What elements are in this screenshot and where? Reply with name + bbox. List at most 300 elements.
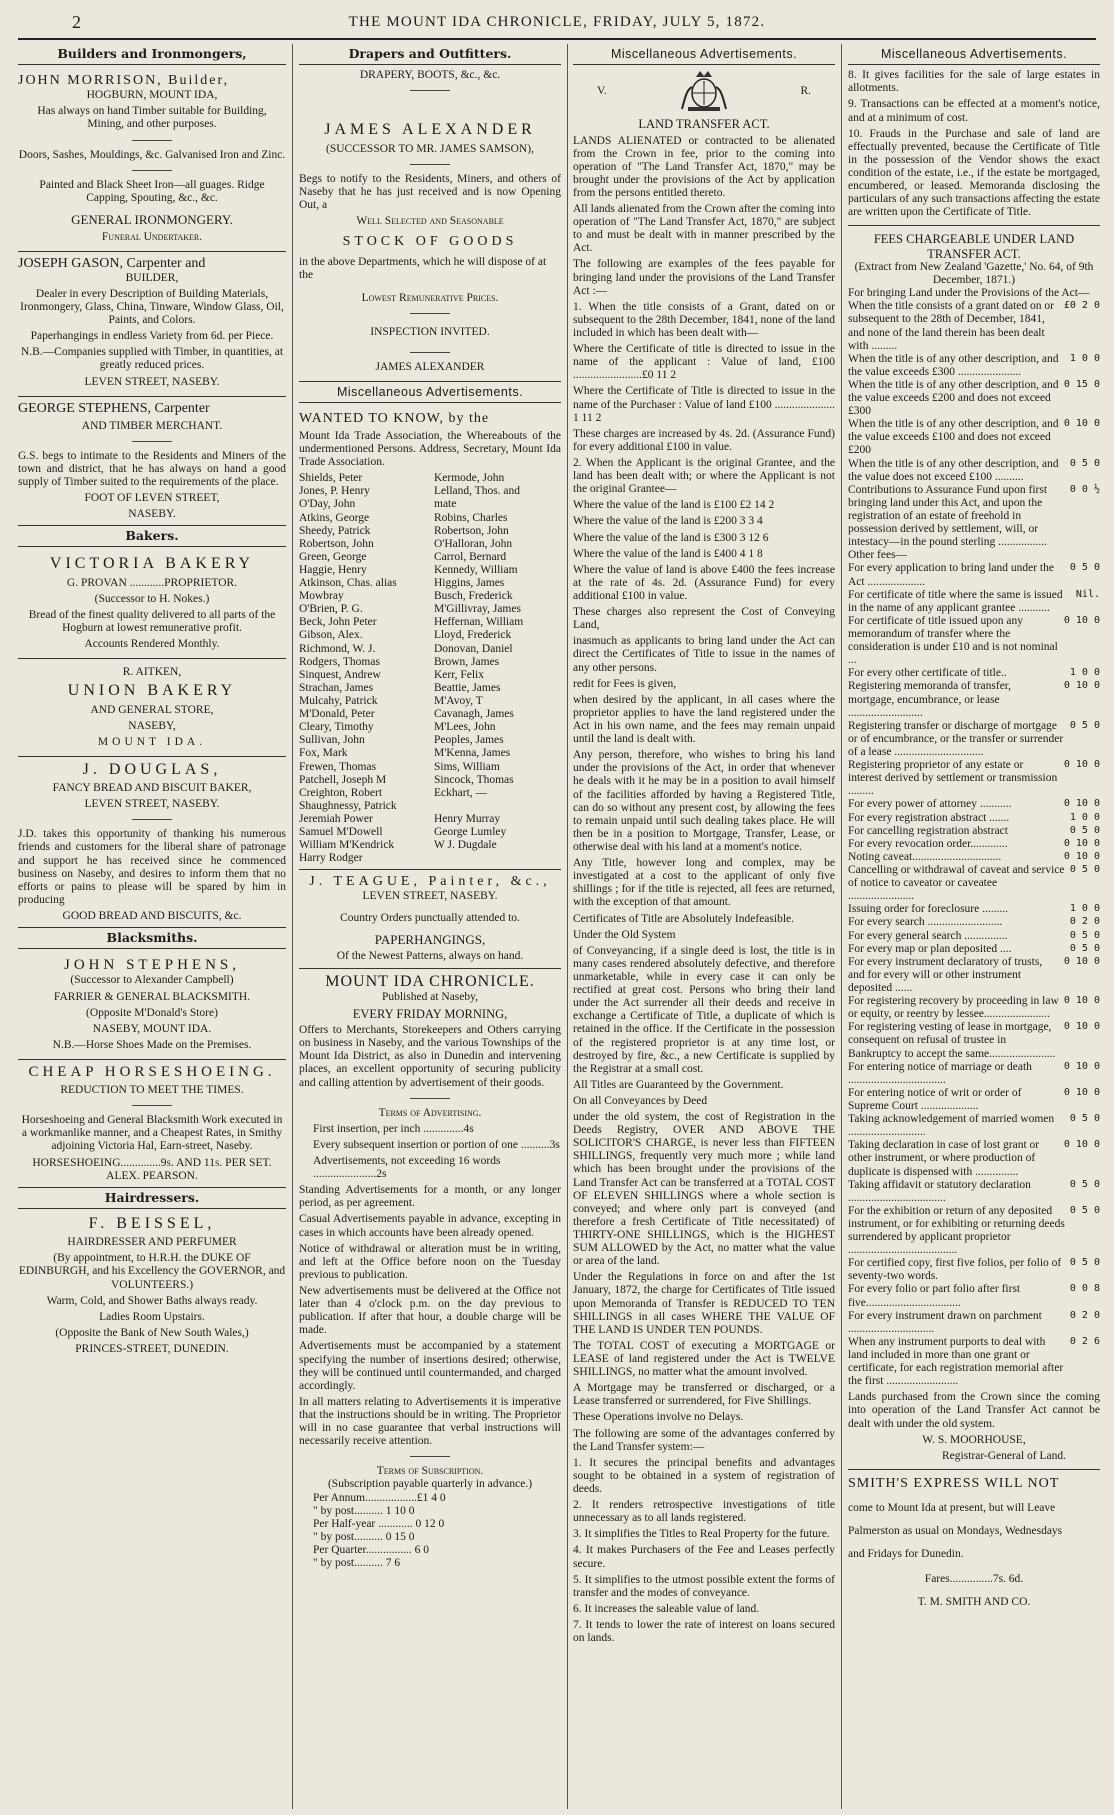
text-line: Lelland, Thos. and bbox=[434, 485, 521, 498]
advert-text: Lowest Remunerative Prices. bbox=[361, 292, 499, 305]
fee-row bbox=[848, 667, 1100, 680]
fee-row bbox=[848, 589, 1100, 615]
fees-heading: FEES CHARGEABLE UNDER LAND TRANSFER ACT. bbox=[873, 232, 1075, 261]
advert-text: DRAPERY, BOOTS, &c., &c. bbox=[359, 69, 501, 82]
advert-text: Begs to notify to the Residents, Miners, and others of Naseby that he has just received and is now Opening Out, a bbox=[299, 172, 561, 211]
advert-title: WANTED TO KNOW, by the bbox=[299, 410, 490, 426]
fee-amount: 0 5 0 bbox=[1069, 1178, 1100, 1190]
fee-description: For every folio or part folio after first five................................. bbox=[848, 1283, 1021, 1309]
crest-letter-r: R. bbox=[800, 84, 811, 97]
advert-text: EVERY FRIDAY MORNING, bbox=[352, 1006, 508, 1021]
paragraph: 1. It secures the principal benefits and advantages sought to be obtained in a system of registration of deeds. bbox=[573, 1456, 835, 1495]
text-line: Beck, John Peter bbox=[299, 616, 377, 629]
advert-title: SMITH'S EXPRESS WILL NOT bbox=[848, 1475, 1060, 1491]
fee-amount: 0 10 0 bbox=[1063, 837, 1100, 849]
text-line: Donovan, Daniel bbox=[434, 642, 513, 655]
advert-text: GENERAL IRONMONGERY. bbox=[71, 211, 233, 227]
advert-title: J. DOUGLAS, bbox=[82, 760, 222, 778]
advert-text: MOUNT IDA. bbox=[97, 735, 207, 748]
section-heading-blacksmiths: Blacksmiths. bbox=[18, 928, 286, 949]
fee-amount: 0 5 0 bbox=[1069, 1257, 1100, 1269]
advert-text: ALEX. PEARSON. bbox=[106, 1169, 198, 1182]
fee-row bbox=[848, 1257, 1100, 1283]
paragraph: 6. It increases the saleable value of land. bbox=[573, 1602, 760, 1615]
fee-amount: 0 5 0 bbox=[1069, 1204, 1100, 1216]
advert-title: UNION BAKERY bbox=[67, 682, 237, 700]
fee-amount: 0 5 0 bbox=[1069, 562, 1100, 574]
advert-text: Warm, Cold, and Shower Baths always ready. bbox=[46, 1294, 258, 1307]
text-line: Sims, William bbox=[434, 760, 500, 773]
fee-row bbox=[848, 956, 1100, 995]
fee-description: For registering recovery by proceeding in law or equity, or reentry by lessee....................... bbox=[848, 995, 1059, 1021]
advert-text: Per Half-year ............ 0 12 0 bbox=[313, 1517, 445, 1530]
fee-amount: 0 5 0 bbox=[1069, 929, 1100, 941]
fee-row bbox=[848, 1061, 1100, 1087]
advert-text: (Opposite the Bank of New South Wales,) bbox=[55, 1326, 249, 1339]
fee-amount: 0 10 0 bbox=[1063, 995, 1100, 1007]
fee-description: Issuing order for foreclosure ......... bbox=[848, 903, 1008, 916]
text-line: Robertson, John bbox=[434, 524, 509, 537]
text-line: O'Brien, P. G. bbox=[299, 603, 363, 616]
paragraph: All Titles are Guaranteed by the Government. bbox=[573, 1078, 784, 1091]
paragraph: Any person, therefore, who wishes to bring his land under the provisions of the Act, in order that whenever he deals with it he may be in a position to avail himself of the facilities afforded by having a Registered Title, can do so without any present cost, by allowing the fees to remain unpaid until such dealing takes place. He will then be in a position to Mortgage, Transfer, Lease, or otherwise deal with his land at a moment's notice. bbox=[573, 749, 835, 853]
fee-amount: 0 2 6 bbox=[1069, 1335, 1100, 1347]
text-line: Cavanagh, James bbox=[434, 708, 514, 721]
wanted-names-list bbox=[299, 472, 561, 865]
closing-text: Lands purchased from the Crown since the coming into operation of the Land Transfer Act cannot be dealt with under the old system. bbox=[848, 1391, 1100, 1430]
advert-text: N.B.—Companies supplied with Timber, in quantities, at greatly reduced prices. bbox=[20, 346, 284, 372]
text-line: Mulcahy, Patrick bbox=[299, 695, 378, 708]
text-line: M'Gillivray, James bbox=[434, 603, 521, 616]
fee-amount: 0 5 0 bbox=[1069, 1113, 1100, 1125]
advert-text: Standing Advertisements for a month, or any longer period, as per agreement. bbox=[299, 1184, 561, 1210]
fee-row bbox=[848, 903, 1100, 916]
text-line: Eckhart, — bbox=[434, 786, 488, 799]
fee-description: For every map or plan deposited .... bbox=[848, 942, 1012, 955]
fee-description: When the title is of any other description, and the value exceeds £200 and does not exceed £300 bbox=[848, 378, 1059, 418]
signature-name: W. S. MOORHOUSE, bbox=[922, 1433, 1026, 1446]
fee-description: Contributions to Assurance Fund upon first bringing land under this Act, and upon the registration of an estate of freehold in possession derived by settlement, will, or intestacy—in the pound sterling ................. bbox=[848, 483, 1048, 549]
advert-text: JAMES ALEXANDER bbox=[375, 360, 485, 373]
paragraph: inasmuch as applicants to bring land under the Act can direct the Certificates of Title to issue in the names of any other persons. bbox=[573, 635, 835, 674]
advert-text: Terms of Advertising. bbox=[378, 1106, 482, 1119]
advert-text: STOCK OF GOODS bbox=[342, 234, 518, 250]
advert-text: Painted and Black Sheet Iron—all guages. Ridge Capping, Spouting, &c., &c. bbox=[39, 178, 265, 204]
paragraph: 4. It makes Purchasers of the Fee and Leases perfectly secure. bbox=[573, 1544, 835, 1570]
section-heading-builders: Builders and Ironmongers, bbox=[18, 44, 286, 65]
advert-text: NASEBY. bbox=[128, 508, 176, 521]
fee-description: For entering notice of marriage or death .................................. bbox=[848, 1060, 1032, 1086]
advert-text: and Fridays for Dunedin. bbox=[848, 1548, 964, 1561]
text-line: Harry Rodger bbox=[299, 852, 363, 865]
advert-pearson bbox=[18, 1060, 286, 1188]
advert-text: Terms of Subscription. bbox=[376, 1465, 484, 1478]
fee-row bbox=[848, 798, 1100, 811]
advert-title: MOUNT IDA CHRONICLE. bbox=[325, 972, 535, 990]
text-line: Higgins, James bbox=[434, 577, 505, 590]
fee-row bbox=[848, 1179, 1100, 1205]
fee-description: For every application to bring land under the Act .................... bbox=[848, 562, 1054, 588]
paragraph: Where the value of the land is £200 3 3 4 bbox=[573, 515, 763, 528]
fee-row bbox=[848, 930, 1100, 943]
advert-text: Every subsequent insertion or portion of one ..........3s bbox=[313, 1138, 560, 1151]
advantages-text bbox=[848, 69, 1100, 219]
advert-text: G.S. begs to intimate to the Residents and Miners of the town and district, that he has always on hand a good supply of Timber suited to the requirements of the place. bbox=[18, 449, 286, 488]
fee-amount: 1 0 0 bbox=[1069, 811, 1100, 823]
fee-row bbox=[848, 300, 1100, 352]
advert-text: Doors, Sashes, Mouldings, &c. Galvanised Iron and Zinc. bbox=[18, 148, 286, 161]
paragraph: 2. It renders retrospective investigations of title unnecessary as to all lands registered. bbox=[573, 1499, 835, 1525]
advert-text: Of the Newest Patterns, always on hand. bbox=[336, 950, 524, 963]
text-line: M'Donald, Peter bbox=[299, 708, 375, 721]
fees-subheading: (Extract from New Zealand 'Gazette,' No. 64, of 9th December, 1871.) bbox=[854, 260, 1094, 287]
fee-row bbox=[848, 353, 1100, 379]
advert-morrison bbox=[18, 69, 286, 252]
advert-text: In all matters relating to Advertisements it is imperative that the instructions should be in writing. The Proprietor will in no case guarantee that verbal instructions will necessarily receive attention. bbox=[299, 1395, 561, 1448]
fee-description: When the title is of any other description, and the value exceeds £300 ...................... bbox=[848, 352, 1059, 378]
fee-row bbox=[848, 287, 1100, 300]
advert-text: Palmerston as usual on Mondays, Wednesdays bbox=[848, 1524, 1063, 1537]
advert-text: (By appointment, to H.R.H. the DUKE OF EDINBURGH, and his Excellency the GOVERNOR, and VOLUNTEERS.) bbox=[18, 1252, 286, 1291]
advert-text: come to Mount Ida at present, but will Leave bbox=[848, 1501, 1056, 1514]
fee-description: Registering memoranda of transfer, mortgage, encumbrance, or lease .......................... bbox=[848, 680, 1012, 719]
advert-text: G. PROVAN ............PROPRIETOR. bbox=[66, 576, 238, 589]
paragraph: of Conveyancing, if a single deed is lost, the title is in many cases rendered absolutely defective, and therefore unmarketable, while in every case it can only be rectified at great cost. Persons who bring their land under the Act surrender all their deeds and receive in exchange a Certificate of Title, a duplicate of which is retained in the office. If the Certificate in the possession of the registered proprietor is at any time lost, or destroyed by fire, &c., a new Certificate is supplied by the Registrar at a small cost. bbox=[573, 944, 835, 1075]
fee-description: For every power of attorney ........... bbox=[848, 798, 1012, 811]
fee-amount: 0 0 8 bbox=[1069, 1283, 1100, 1295]
text-line: Richmond, W. J. bbox=[299, 642, 376, 655]
advert-text: J.D. takes this opportunity of thanking his numerous friends and customers for the liberal share of patronage and support he has received since he commenced business on Naseby, and desires to inform them that no efforts or pains to please will be spared by him in producing bbox=[18, 828, 286, 906]
text-line: Sincock, Thomas bbox=[434, 773, 514, 786]
fee-description: Other fees— bbox=[848, 549, 908, 562]
fee-amount: 0 5 0 bbox=[1069, 863, 1100, 875]
advert-text: New advertisements must be delivered at the Office not later than 4 o'clock p.m. on the day previous to publication. If after that hour, a double charge will be made. bbox=[299, 1285, 561, 1337]
fee-description: For every instrument declaratory of trusts, and for every will or other instrument deposited ...... bbox=[848, 955, 1043, 994]
fee-row bbox=[848, 1310, 1100, 1336]
advert-text: FARRIER & GENERAL BLACKSMITH. bbox=[53, 990, 251, 1003]
advert-beissel bbox=[18, 1215, 286, 1356]
advert-smith-express bbox=[848, 1476, 1100, 1610]
advert-text: Published at Naseby, bbox=[381, 990, 479, 1003]
text-line: Shields, Peter bbox=[299, 472, 363, 485]
fee-description: For certified copy, first five folios, per folio of seventy-two words. bbox=[848, 1257, 1062, 1283]
advert-text: First insertion, per inch ..............4s bbox=[313, 1122, 474, 1135]
text-line: Strachan, James bbox=[299, 681, 374, 694]
fee-amount: 0 5 0 bbox=[1069, 719, 1100, 731]
fee-row bbox=[848, 851, 1100, 864]
section-heading-misc: Miscellaneous Advertisements. bbox=[848, 44, 1100, 65]
text-line: O'Day, John bbox=[299, 498, 356, 511]
advert-union-bakery bbox=[18, 659, 286, 757]
fee-description: Registering proprietor of any estate or interest derived by settlement or transmission ......... bbox=[848, 759, 1058, 798]
advert-text: Offers to Merchants, Storekeepers and Others carrying on business in Naseby, and the various Townships of the Mount Ida District, as also in Dunedin and intervening places, an excellent opportunity of securing publicity and calling attention by advertisement of their goods. bbox=[299, 1024, 561, 1089]
advert-george-stephens bbox=[18, 397, 286, 527]
advert-text: INSPECTION INVITED. bbox=[370, 326, 490, 339]
advert-text: Well Selected and Seasonable bbox=[356, 215, 504, 228]
fee-row bbox=[848, 1139, 1100, 1178]
fee-amount: 0 10 0 bbox=[1063, 850, 1100, 862]
advert-victoria-bakery bbox=[18, 551, 286, 659]
fee-row bbox=[848, 1021, 1100, 1060]
royal-crest-icon bbox=[678, 69, 730, 113]
fee-description: For cancelling registration abstract bbox=[848, 824, 1008, 837]
fee-amount: 1 0 0 bbox=[1069, 352, 1100, 364]
fee-description: Taking declaration in case of lost grant or other instrument, or where production of duplicate is dispensed with ............... bbox=[848, 1139, 1040, 1178]
advert-james-alexander bbox=[299, 99, 561, 381]
text-line: mate bbox=[434, 498, 457, 511]
fee-description: When any instrument purports to deal with land included in more than one grant or certificate, for each registration memorial after the first ......................... bbox=[848, 1335, 1064, 1388]
advert-text: REDUCTION TO MEET THE TIMES. bbox=[60, 1084, 244, 1097]
fee-row bbox=[848, 838, 1100, 851]
text-line: Robertson, John bbox=[299, 537, 374, 550]
text-line: Shaughnessy, Patrick bbox=[299, 799, 397, 812]
advert-title: CHEAP HORSESHOEING. bbox=[28, 1064, 276, 1081]
fee-row bbox=[848, 1283, 1100, 1309]
section-heading-misc: Miscellaneous Advertisements. bbox=[299, 382, 561, 403]
fee-amount: 0 2 0 bbox=[1069, 1309, 1100, 1321]
fee-row bbox=[848, 759, 1100, 798]
text-line: Carrol, Bernard bbox=[434, 550, 507, 563]
text-line bbox=[434, 800, 561, 813]
advert-text: Advertisements, not exceeding 16 words ......................2s bbox=[313, 1155, 501, 1181]
fee-row bbox=[848, 916, 1100, 929]
fee-row bbox=[848, 1205, 1100, 1257]
advert-text: LEVEN STREET, NASEBY. bbox=[84, 798, 220, 811]
paragraph: 3. It simplifies the Titles to Real Property for the future. bbox=[573, 1528, 830, 1541]
fee-row bbox=[848, 418, 1100, 457]
text-line: Frewen, Thomas bbox=[299, 760, 377, 773]
advert-text: Per Quarter................ 6 0 bbox=[313, 1543, 429, 1556]
fee-description: When the title is of any other description, and the value exceeds £100 and does not exceed £200 bbox=[848, 418, 1059, 457]
column-3 bbox=[573, 44, 835, 1809]
advert-text: PAPERHANGINGS, bbox=[374, 931, 486, 947]
section-heading-bakers: Bakers. bbox=[18, 526, 286, 547]
text-line: Robins, Charles bbox=[434, 511, 508, 524]
paragraph: Where the value of the land is £100 £2 14 2 bbox=[573, 499, 775, 512]
fee-amount: 0 0 ½ bbox=[1069, 483, 1100, 495]
advert-wanted-to-know bbox=[299, 407, 561, 871]
fee-row bbox=[848, 943, 1100, 956]
fee-description: For every general search ............... bbox=[848, 929, 1008, 942]
advert-text: AND GENERAL STORE, bbox=[90, 703, 214, 716]
text-line: M'Lees, John bbox=[434, 721, 496, 734]
advert-text: (SUCCESSOR TO MR. JAMES SAMSON), bbox=[326, 142, 534, 155]
text-line: Creighton, Robert bbox=[299, 786, 383, 799]
paragraph: 5. It simplifies to the utmost possible extent the forms of transfer and the modes of conveyance. bbox=[573, 1573, 835, 1599]
paragraph: These charges are increased by 4s. 2d. (Assurance Fund) for every additional £100 in value. bbox=[573, 427, 835, 453]
paragraph: redit for Fees is given, bbox=[573, 677, 677, 690]
text-line: O'Halloran, John bbox=[434, 537, 513, 550]
advert-john-stephens bbox=[18, 953, 286, 1060]
fee-row bbox=[848, 825, 1100, 838]
fee-description: For every other certificate of title.. bbox=[848, 667, 1007, 680]
fee-row bbox=[848, 615, 1100, 667]
advert-text: Ladies Room Upstairs. bbox=[99, 1310, 205, 1323]
advert-text: N.B.—Horse Shoes Made on the Premises. bbox=[52, 1038, 252, 1051]
paragraph: Where the value of the land is £300 3 12 6 bbox=[573, 531, 769, 544]
fee-amount: 0 2 0 bbox=[1069, 916, 1100, 928]
column-divider bbox=[841, 44, 842, 1809]
fee-amount: 0 5 0 bbox=[1069, 824, 1100, 836]
advert-text: NASEBY, MOUNT IDA. bbox=[92, 1022, 212, 1035]
advert-text: (Successor to Alexander Campbell) bbox=[70, 974, 234, 987]
text-line: Fox, Mark bbox=[299, 747, 348, 760]
signature-title: Registrar-General of Land. bbox=[942, 1449, 1066, 1462]
advert-text: (Successor to H. Nokes.) bbox=[94, 592, 210, 605]
paragraph: Under the Old System bbox=[573, 928, 676, 941]
masthead-rule bbox=[18, 38, 1096, 40]
advert-text: " by post.......... 7 6 bbox=[313, 1557, 401, 1570]
advert-text: Per Annum..................£1 4 0 bbox=[313, 1491, 446, 1504]
fee-row bbox=[848, 680, 1100, 719]
fee-row bbox=[848, 484, 1100, 550]
advert-title: VICTORIA BAKERY bbox=[49, 555, 255, 573]
text-line: Samuel M'Dowell bbox=[299, 826, 383, 839]
paragraph: A Mortgage may be transferred or discharged, or a Lease transferred or surrendered, for Five Shillings. bbox=[573, 1382, 835, 1408]
text-line: Rodgers, Thomas bbox=[299, 655, 380, 668]
text-line: W J. Dugdale bbox=[434, 839, 497, 852]
fee-amount: Nil. bbox=[1075, 588, 1100, 600]
paragraph: 2. When the Applicant is the original Grantee, and the land has been dealt with; or where the Applicant is not the original Grantee— bbox=[573, 457, 835, 496]
fee-row bbox=[848, 812, 1100, 825]
fee-amount: 1 0 0 bbox=[1069, 667, 1100, 679]
advert-gason bbox=[18, 252, 286, 397]
fee-description: Cancelling or withdrawal of caveat and service of notice to caveator or caveatee ....................... bbox=[848, 863, 1065, 903]
text-line: Brown, James bbox=[434, 655, 500, 668]
advert-title: GEORGE STEPHENS, Carpenter bbox=[18, 400, 210, 416]
fee-description: For bringing Land under the Provisions of the Act— bbox=[848, 287, 1090, 300]
text-line: Peoples, James bbox=[434, 734, 504, 747]
text-line: M'Avoy, T bbox=[434, 695, 483, 708]
fee-description: Registering transfer or discharge of mortgage or of encumbrance, or the transfer or surrender of a lease ............................... bbox=[848, 719, 1064, 758]
text-line: Atkins, George bbox=[299, 511, 370, 524]
advert-text: in the above Departments, which he will dispose of at the bbox=[299, 256, 547, 282]
advert-text: T. M. SMITH AND CO. bbox=[917, 1596, 1031, 1609]
fee-amount: 0 10 0 bbox=[1063, 798, 1100, 810]
advert-text: AND TIMBER MERCHANT. bbox=[81, 419, 223, 432]
advert-text: GOOD BREAD AND BISCUITS, &c. bbox=[62, 910, 242, 923]
fee-description: Taking affidavit or statutory declaration .................................. bbox=[848, 1178, 1031, 1204]
fee-amount: 0 10 0 bbox=[1063, 680, 1100, 692]
advert-title: F. BEISSEL, bbox=[88, 1215, 216, 1233]
advert-text: " by post.......... 1 10 0 bbox=[313, 1504, 415, 1517]
text-line: Beattie, James bbox=[434, 681, 501, 694]
text-line: Kennedy, William bbox=[434, 563, 518, 576]
names-right bbox=[434, 472, 561, 865]
text-line: Sinquest, Andrew bbox=[299, 668, 381, 681]
paragraph: 10. Frauds in the Purchase and sale of land are effectually prevented, because the Certificate of Title in the possession of the Vendor shows the exact condition of the estate, i.e., if the estate be mortgaged, encumbered, or leased. Memoranda disclosing the particulars of any such transactions affecting the estate are written upon the Certificate of Title. bbox=[848, 127, 1100, 219]
advert-text: Bread of the finest quality delivered to all parts of the Hogburn at lowest remunerative profit. bbox=[28, 608, 276, 635]
fee-row bbox=[848, 562, 1100, 588]
fee-row bbox=[848, 1087, 1100, 1113]
paragraph: These charges also represent the Cost of Conveying Land, bbox=[573, 606, 835, 632]
fee-row bbox=[848, 720, 1100, 759]
names-left bbox=[299, 472, 426, 865]
royal-crest-row bbox=[573, 69, 835, 113]
paragraph: Where the value of land is above £400 the fees increase at the rate of 4s. 2d. (Assurance Fund) for every additional £100 in value. bbox=[573, 563, 835, 602]
paragraph: On all Conveyances by Deed bbox=[573, 1094, 708, 1107]
advert-text: Funeral Undertaker. bbox=[101, 230, 203, 243]
fee-description: For certificate of title where the same is issued in the name of any applicant grantee ........... bbox=[848, 588, 1063, 614]
text-line: George Lumley bbox=[434, 826, 507, 839]
column-1 bbox=[18, 44, 286, 1809]
paragraph: The following are examples of the fees payable for bringing land under the provisions of the Land Transfer Act :— bbox=[573, 258, 835, 297]
advert-text: FOOT OF LEVEN STREET, bbox=[84, 492, 220, 504]
advert-text: HORSESHOEING..............9s. AND 11s. PER SET. bbox=[32, 1156, 272, 1169]
fee-amount: 0 5 0 bbox=[1069, 942, 1100, 954]
advert-text: LEVEN STREET, NASEBY. bbox=[362, 890, 498, 903]
text-line: Heffernan, William bbox=[434, 616, 524, 629]
advert-text: Country Orders punctually attended to. bbox=[340, 911, 520, 924]
fees-table bbox=[848, 287, 1100, 1388]
advert-text: NASEBY, bbox=[128, 719, 176, 732]
text-line: M'Kenna, James bbox=[434, 747, 511, 760]
fee-description: For registering vesting of lease in mortgage, consequent on refusal of trustee in Bankruptcy to accept the same....................... bbox=[848, 1021, 1056, 1060]
text-line: Green, George bbox=[299, 550, 367, 563]
paragraph: under the old system, the cost of Registration in the Deeds Registry, OVER AND ABOVE THE SOLICITOR'S CHARGE, is never less than FIFTEEN SHILLINGS, frequently very much more ; while land which has been brought under the provisions of the Land Transfer Act can be transferred at a TOTAL COST OF ELEVEN SHILLINGS where a whole section is conveyed; and where only part is conveyed (and therefore a fresh Certificate of Title necessitated) of THIRTY-ONE SHILLINGS, which is the HIGHEST SUM ALLOWED by the Act, no matter what the value or area of the land. bbox=[573, 1111, 835, 1268]
advert-text: Has always on hand Timber suitable for Building, Mining, and other purposes. bbox=[37, 105, 267, 131]
fee-row bbox=[848, 995, 1100, 1021]
crest-letter-v: V. bbox=[597, 84, 607, 97]
paragraph: 8. It gives facilities for the sale of large estates in allotments. bbox=[848, 69, 1100, 95]
text-line: Gibson, Alex. bbox=[299, 629, 363, 642]
fee-amount: 0 10 0 bbox=[1063, 1021, 1100, 1033]
fee-description: Taking acknowledgement of married women ........................... bbox=[848, 1113, 1055, 1139]
paragraph: 7. It tends to lower the rate of interest on loans secured on lands. bbox=[573, 1618, 835, 1645]
act-title: LAND TRANSFER ACT. bbox=[638, 117, 770, 132]
text-line: William M'Kendrick bbox=[299, 839, 395, 852]
fee-amount: 0 15 0 bbox=[1063, 378, 1100, 390]
advert-teague bbox=[299, 870, 561, 968]
fee-row bbox=[848, 1113, 1100, 1139]
paragraph: 1. When the title consists of a Grant, dated on or subsequent to the 28th December, 1841, none of the land included in which has been dealt with— bbox=[573, 300, 835, 340]
text-line: Jeremiah Power bbox=[299, 813, 373, 826]
fee-amount: 0 5 0 bbox=[1069, 457, 1100, 469]
paragraph: when desired by the applicant, in all cases where the proprietor applies to have the land registered under the Act in his own name, and the fees may remain unpaid until the land is dealt with. bbox=[573, 693, 835, 746]
fee-description: For every revocation order............. bbox=[848, 837, 1008, 850]
advert-text: (Opposite M'Donald's Store) bbox=[86, 1006, 218, 1019]
advert-text: Dealer in every Description of Building Materials, Ironmongery, Glass, China, Tinware, Window Glass, Oil, Paints, and Colors. bbox=[20, 287, 284, 327]
paragraph: Where the value of the land is £400 4 1 8 bbox=[573, 547, 763, 560]
paragraph: 9. Transactions can be effected at a moment's notice, and at a minimum of cost. bbox=[848, 98, 1100, 124]
fee-description: For entering notice of writ or order of Supreme Court .................... bbox=[848, 1086, 1022, 1112]
fee-description: When the title consists of a grant dated on or subsequent to the 28th of December, 1841, and none of the land therein has been dealt with ......... bbox=[848, 300, 1054, 352]
advert-chronicle bbox=[299, 973, 561, 1571]
newspaper-title: THE MOUNT IDA CHRONICLE, FRIDAY, JULY 5, 1872. bbox=[348, 14, 766, 30]
fee-description: Noting caveat............................... bbox=[848, 850, 1002, 863]
advert-text: HAIRDRESSER AND PERFUMER bbox=[67, 1236, 237, 1249]
text-line: Busch, Frederick bbox=[434, 590, 513, 603]
advert-title: JOHN STEPHENS, bbox=[63, 957, 240, 974]
fee-amount: 0 10 0 bbox=[1063, 1139, 1100, 1151]
advert-text: Advertisements must be accompanied by a statement specifying the number of insertions desired; otherwise, they will be continued until countermanded, and charged accordingly. bbox=[299, 1340, 561, 1392]
advert-text: (Subscription payable quarterly in advance.) bbox=[327, 1478, 533, 1491]
fee-amount: 0 10 0 bbox=[1063, 1060, 1100, 1072]
advert-text: Horseshoeing and General Blacksmith Work executed in a workmanlike manner, and a Cheapest Rates, in Smithy adjoining Victoria Hal, Earn-street, Naseby. bbox=[21, 1114, 283, 1153]
text-line: Lloyd, Frederick bbox=[434, 629, 512, 642]
text-line: Jones, P. Henry bbox=[299, 485, 370, 498]
paragraph: These Operations involve no Delays. bbox=[573, 1411, 744, 1424]
column-divider bbox=[567, 44, 568, 1809]
advert-text: Mount Ida Trade Association, the Whereabouts of the undermentioned Persons. Address, Secretary, Mount Ida Trade Association. bbox=[299, 429, 561, 469]
fee-description: For certificate of title issued upon any memorandum of transfer where the consideration is under £10 and is not nominal ... bbox=[848, 614, 1058, 667]
advert-text: Fares...............7s. 6d. bbox=[924, 1573, 1024, 1586]
fee-description: For every registration abstract ....... bbox=[848, 811, 1010, 824]
fee-description: For every instrument drawn on parchment .............................. bbox=[848, 1309, 1042, 1335]
advert-douglas bbox=[18, 757, 286, 928]
advert-text: Casual Advertisements payable in advance, excepting in cases in which accounts have been already opened. bbox=[299, 1213, 561, 1239]
section-heading-drapers: Drapers and Outfitters. bbox=[299, 44, 561, 65]
